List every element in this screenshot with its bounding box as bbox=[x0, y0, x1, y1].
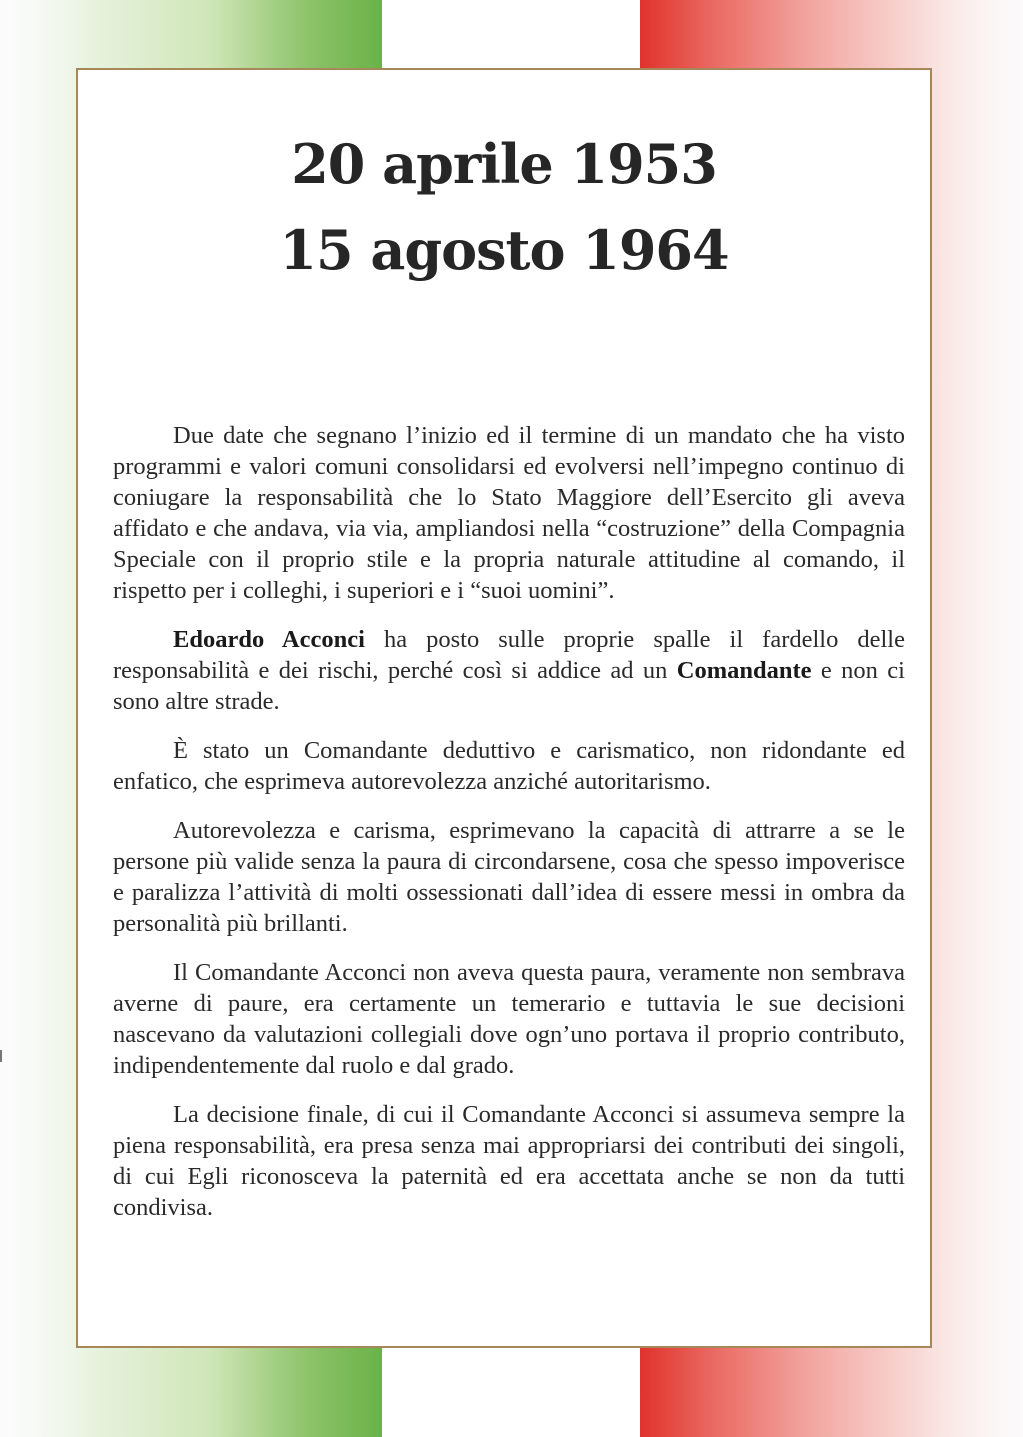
paragraph-2 bbox=[113, 624, 905, 717]
paragraph-4: Autorevolezza e carisma, esprimevano la capacità di attrarre a se le persone più valide senza la paura di circondarsene, cosa che spesso impoverisce e paralizza l’attività di molti ossessionati dall’idea di essere messi in ombra da personalità più brillanti. bbox=[113, 817, 905, 937]
paragraph-2-text-a: ha posto sulle proprie spalle il fardello delle responsabilità e dei rischi, perché così si addice ad un bbox=[113, 626, 905, 684]
paragraph-5: Il Comandante Acconci non aveva questa paura, veramente non sembrava averne di paure, era certamente un temerario e tuttavia le sue decisioni nascevano da valutazioni collegiali dove ogn’uno portava il proprio contributo, indipendentemente dal ruolo e dal grado. bbox=[113, 959, 905, 1079]
word-comandante: Comandante bbox=[676, 657, 812, 684]
document-body bbox=[113, 420, 905, 1241]
paragraph-1: Due date che segnano l’inizio ed il termine di un mandato che ha visto programmi e valori comuni consolidarsi ed evolversi nell’impegno continuo di coniugare la responsabilità che lo Stato Maggiore dell’Esercito gli aveva affidato e che andava, via via, ampliandosi nella “costruzione” della Compagnia Speciale con il proprio stile e la propria naturale attitudine al comando, il rispetto per i colleghi, i superiori e i “suoi uomini”. bbox=[113, 422, 905, 604]
paragraph-6: La decisione finale, di cui il Comandante Acconci si assumeva sempre la piena responsabilità, era presa senza mai appropriarsi dei contributi dei singoli, di cui Egli riconosceva la paternità ed era accettata anche se non da tutti condivisa. bbox=[113, 1101, 905, 1221]
document-card bbox=[76, 68, 932, 1348]
paragraph-3: È stato un Comandante deduttivo e carismatico, non ridondante ed enfatico, che esprimeva autorevolezza anziché autoritarismo. bbox=[113, 737, 905, 795]
page-title-date-start: 20 aprile 1953 bbox=[291, 132, 717, 196]
paragraph-2-text-b: e non ci sono altre strade. bbox=[113, 657, 905, 715]
name-edoardo-acconci: Edoardo Acconci bbox=[173, 626, 365, 653]
page-title-date-end: 15 agosto 1964 bbox=[279, 218, 729, 282]
page-edge-mark bbox=[0, 1050, 2, 1062]
